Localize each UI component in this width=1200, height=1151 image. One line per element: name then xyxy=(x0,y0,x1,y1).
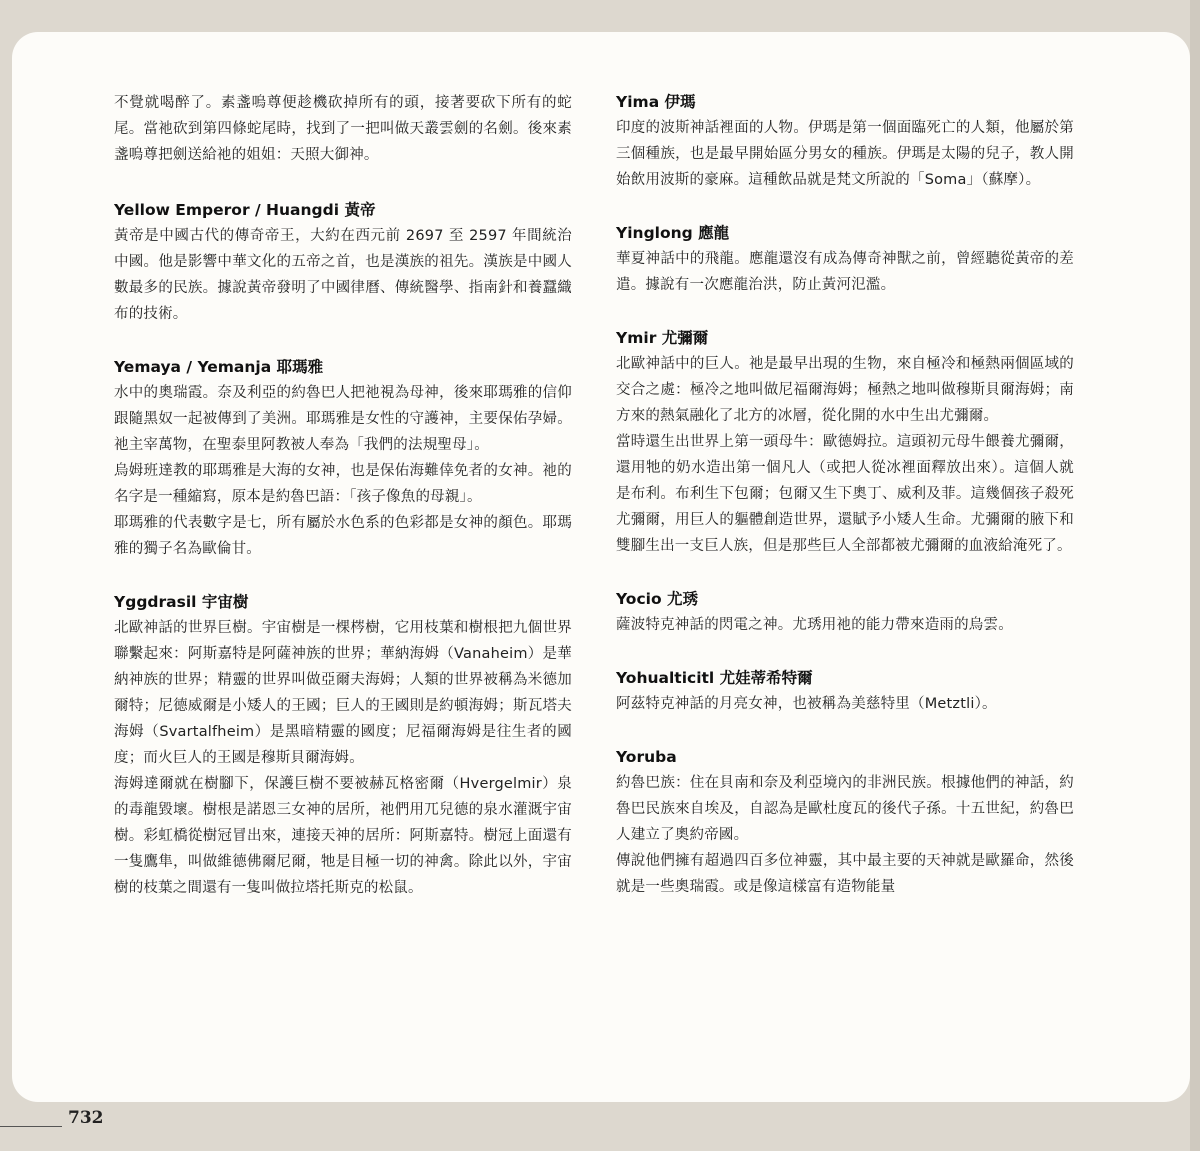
entry-heading: Yellow Emperor / Huangdi 黃帝 xyxy=(114,201,376,219)
entry-paragraph: 華夏神話中的飛龍。應龍還沒有成為傳奇神獸之前，曾經聽從黃帝的差遣。據說有一次應龍治洪，防止黃河氾濫。 xyxy=(616,251,1074,293)
entry-yocio xyxy=(616,587,1074,638)
entry-paragraph: 黃帝是中國古代的傳奇帝王，大約在西元前 2697 至 2597 年間統治中國。他是影響中華文化的五帝之首，也是漢族的祖先。漢族是中國人數最多的民族。據說黃帝發明了中國律曆、傳統醫學、指南針和養蠶織布的技術。 xyxy=(114,228,572,322)
entry-heading: Yima 伊瑪 xyxy=(616,93,696,111)
entry-paragraph: 薩波特克神話的閃電之神。尤琇用祂的能力帶來造雨的烏雲。 xyxy=(616,617,1013,633)
entry-yoruba xyxy=(616,745,1074,900)
entry-paragraph: 阿茲特克神話的月亮女神，也被稱為美慈特里（Metztli）。 xyxy=(616,696,997,712)
entry-paragraph: 當時還生出世界上第一頭母牛：歐德姆拉。這頭初元母牛餵養尤彌爾，還用牠的奶水造出第一個凡人（或把人從冰裡面釋放出來）。這個人就是布利。布利生下包爾；包爾又生下奧丁、威利及菲。這幾個孩子殺死尤彌爾，用巨人的軀體創造世界，還賦予小矮人生命。尤彌爾的腋下和雙腳生出一支巨人族，但是那些巨人全部都被尤彌爾的血液給淹死了。 xyxy=(616,434,1074,554)
entry-paragraph: 北歐神話中的巨人。祂是最早出現的生物，來自極冷和極熱兩個區域的交合之處：極冷之地叫做尼福爾海姆；極熱之地叫做穆斯貝爾海姆；南方來的熱氣融化了北方的冰層，從化開的水中生出尤彌爾。 xyxy=(616,356,1074,424)
entry-paragraph: 北歐神話的世界巨樹。宇宙樹是一棵梣樹，它用枝葉和樹根把九個世界聯繫起來：阿斯嘉特是阿薩神族的世界；華納海姆（Vanaheim）是華納神族的世界；精靈的世界叫做亞爾夫海姆；人類的世界被稱為米德加爾特；尼德威爾是小矮人的王國；巨人的王國則是約頓海姆；斯瓦塔夫海姆（Svartalfheim）是黑暗精靈的國度；尼福爾海姆是往生者的國度；而火巨人的王國是穆斯貝爾海姆。 xyxy=(114,620,572,766)
entry-paragraph: 約魯巴族：住在貝南和奈及利亞境內的非洲民族。根據他們的神話，約魯巴民族來自埃及，自認為是歐杜度瓦的後代子孫。十五世紀，約魯巴人建立了奧約帝國。 xyxy=(616,775,1074,843)
page-fold-shadow xyxy=(1190,0,1200,1151)
entry-ymir xyxy=(616,326,1074,559)
entry-heading: Yinglong 應龍 xyxy=(616,224,730,242)
left-column xyxy=(114,90,572,929)
entry-yohualticitl xyxy=(616,666,1074,717)
entry-continuation xyxy=(114,90,572,168)
entry-heading: Ymir 尤彌爾 xyxy=(616,329,709,347)
entry-heading: Yocio 尤琇 xyxy=(616,590,698,608)
entry-yinglong xyxy=(616,221,1074,298)
entry-yellow-emperor xyxy=(114,198,572,327)
entry-paragraph: 不覺就喝醉了。素盞嗚尊便趁機砍掉所有的頭，接著要砍下所有的蛇尾。當祂砍到第四條蛇尾時，找到了一把叫做天叢雲劍的名劍。後來素盞嗚尊把劍送給祂的姐姐：天照大御神。 xyxy=(114,95,572,163)
entry-paragraph: 海姆達爾就在樹腳下，保護巨樹不要被赫瓦格密爾（Hvergelmir）泉的毒龍毀壞。樹根是諾恩三女神的居所，祂們用兀兒德的泉水灌溉宇宙樹。彩虹橋從樹冠冒出來，連接天神的居所：阿斯嘉特。樹冠上面還有一隻鷹隼，叫做維德佛爾尼爾，牠是目極一切的神禽。除此以外，宇宙樹的枝葉之間還有一隻叫做拉塔托斯克的松鼠。 xyxy=(114,776,572,896)
entry-yemaya xyxy=(114,355,572,562)
entry-paragraph: 烏姆班達教的耶瑪雅是大海的女神，也是保佑海難倖免者的女神。祂的名字是一種縮寫，原本是約魯巴語：「孩子像魚的母親」。 xyxy=(114,463,572,505)
entry-yggdrasil xyxy=(114,590,572,901)
entry-heading: Yemaya / Yemanja 耶瑪雅 xyxy=(114,358,324,376)
entry-paragraph: 耶瑪雅的代表數字是七，所有屬於水色系的色彩都是女神的顏色。耶瑪雅的獨子名為歐倫甘。 xyxy=(114,515,572,557)
book-page xyxy=(12,32,1190,1102)
entry-yima xyxy=(616,90,1074,193)
entry-heading: Yohualticitl 尤娃蒂希特爾 xyxy=(616,669,813,687)
entry-paragraph: 水中的奧瑞霞。奈及利亞的約魯巴人把祂視為母神，後來耶瑪雅的信仰跟隨黑奴一起被傳到了美洲。耶瑪雅是女性的守護神，主要保佑孕婦。祂主宰萬物，在聖泰里阿教被人奉為「我們的法規聖母」。 xyxy=(114,385,572,453)
right-column xyxy=(616,90,1074,928)
entry-heading: Yoruba xyxy=(616,748,677,766)
entry-paragraph: 印度的波斯神話裡面的人物。伊瑪是第一個面臨死亡的人類，他屬於第三個種族，也是最早開始區分男女的種族。伊瑪是太陽的兒子，教人開始飲用波斯的豪麻。這種飲品就是梵文所說的「Soma」（蘇摩）。 xyxy=(616,120,1074,188)
page-number: 732 xyxy=(68,1108,104,1128)
entry-heading: Yggdrasil 宇宙樹 xyxy=(114,593,249,611)
entry-paragraph: 傳說他們擁有超過四百多位神靈，其中最主要的天神就是歐羅命，然後就是一些奧瑞霞。或是像這樣富有造物能量 xyxy=(616,853,1074,895)
footer-rule xyxy=(0,1126,62,1127)
